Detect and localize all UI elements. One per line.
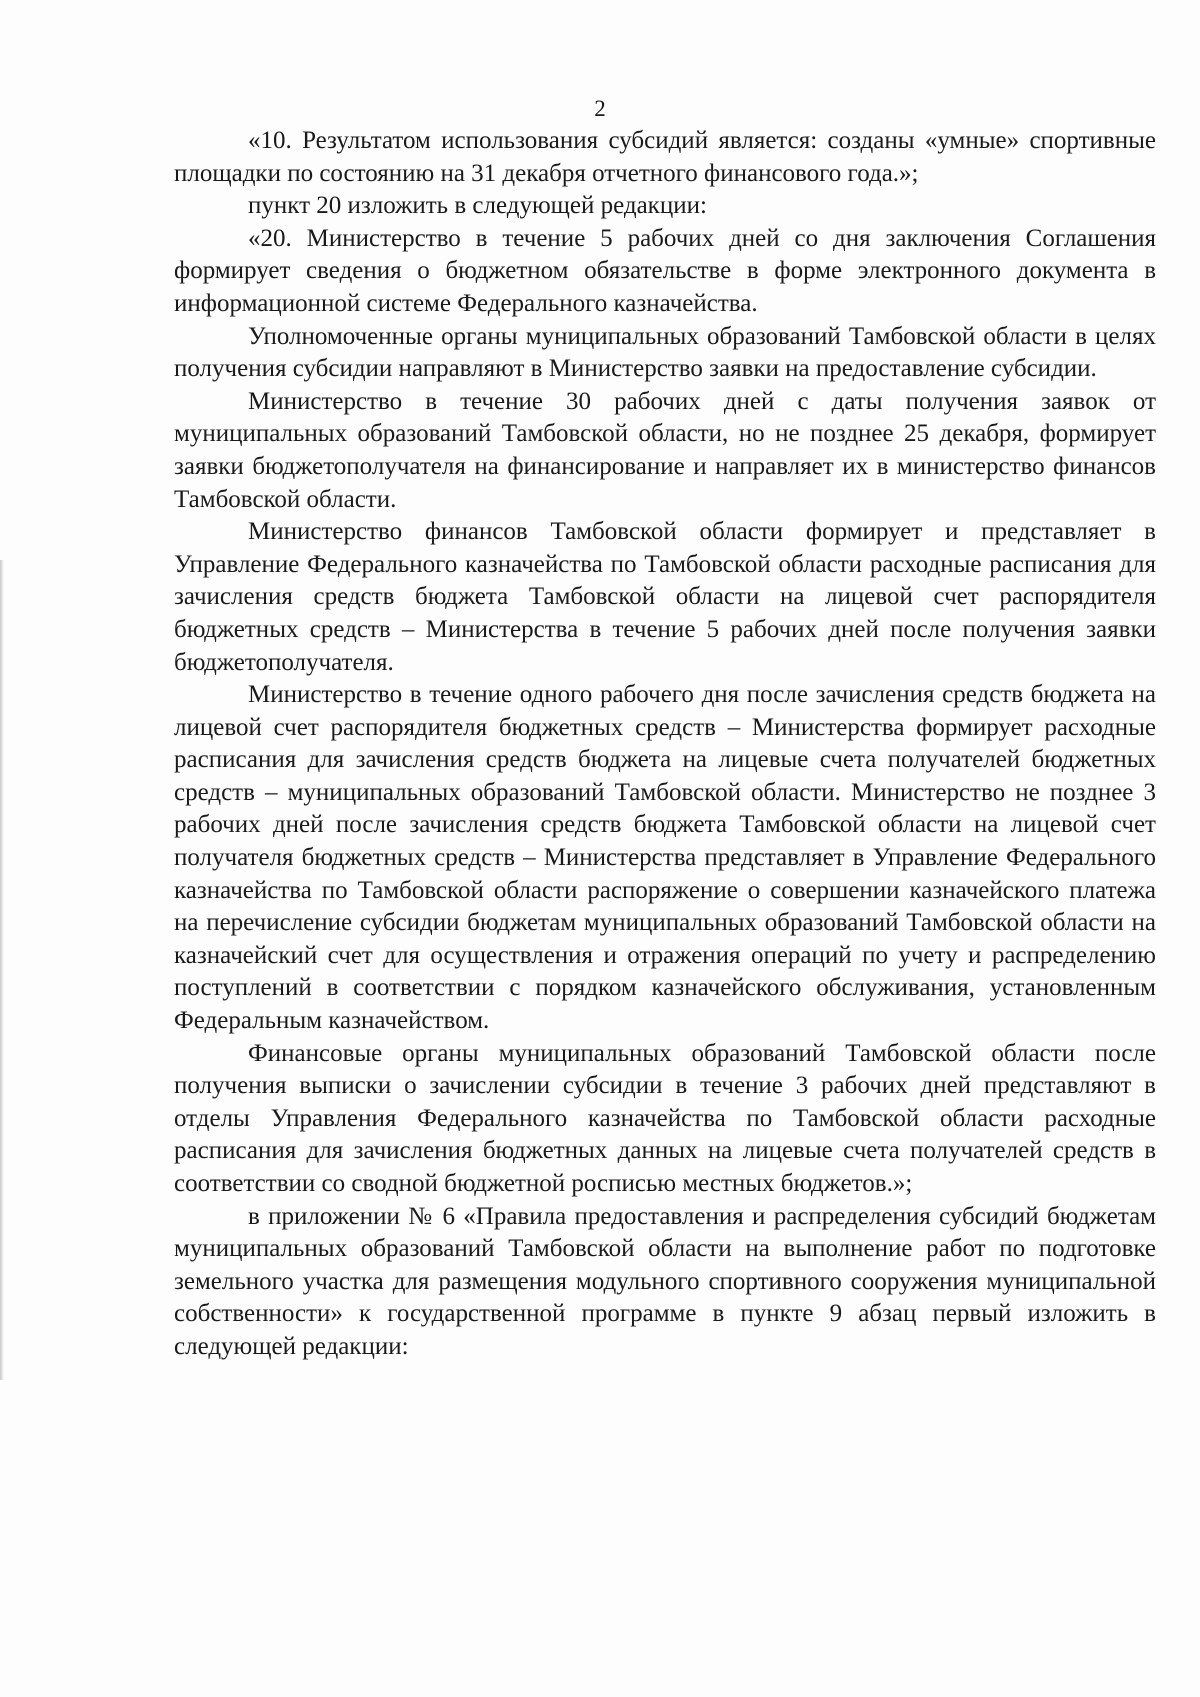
- paragraph-ministry-one-day: Министерство в течение одного рабочего дня после зачисления средств бюджета на лицевой счет распорядителя бюджетных средств – Министерства формирует расходные расписания для зачисления средств бюджета на лицевые счета получателей бюджетных средств – муниципальных образований Тамбовской области. Министерство не позднее 3 рабочих дней после зачисления средств бюджета Тамбовской области на лицевой счет получателя бюджетных средств – Министерства представляет в Управление Федерального казначейства по Тамбовской области распоряжение о совершении казначейского платежа на перечисление субсидии бюджетам муниципальных образований Тамбовской области на казначейский счет для осуществления и отражения операций по учету и распределению поступлений в соответствии с порядком казначейского обслуживания, установленным Федеральным казначейством.: [174, 681, 1156, 1035]
- document-body: [174, 125, 1156, 1364]
- paragraph-financial-bodies: Финансовые органы муниципальных образований Тамбовской области после получения выписки о зачислении субсидии в течение 3 рабочих дней представляют в отделы Управления Федерального казначейства по Тамбовской области расходные расписания для зачисления бюджетных данных на лицевые счета получателей средств в соответствии со сводной бюджетной росписью местных бюджетов.»;: [174, 1039, 1156, 1197]
- page-number: 2: [594, 96, 606, 121]
- paragraph-ministry-of-finance: Министерство финансов Тамбовской области формирует и представляет в Управление Федерального казначейства по Тамбовской области расходные расписания для зачисления средств бюджета Тамбовской области на лицевой счет распорядителя бюджетных средств – Министерства в течение 5 рабочих дней после получения заявки бюджетополучателя.: [174, 518, 1156, 676]
- scan-edge-shadow: [0, 560, 4, 1380]
- paragraph-result-of-subsidies: «10. Результатом использования субсидий является: созданы «умные» спортивные площадки по состоянию на 31 декабря отчетного финансового года.»;: [174, 127, 1156, 187]
- paragraph-item-20-heading: пункт 20 изложить в следующей редакции:: [248, 192, 707, 220]
- paragraph-authorized-bodies: Уполномоченные органы муниципальных образований Тамбовской области в целях получения субсидии направляют в Министерство заявки на предоставление субсидии.: [174, 322, 1156, 383]
- paragraph-appendix-6: в приложении № 6 «Правила предоставления и распределения субсидий бюджетам муниципальных образований Тамбовской области на выполнение работ по подготовке земельного участка для размещения модульного спортивного сооружения муниципальной собственности» к государственной программе в пункте 9 абзац первый изложить в следующей редакции:: [174, 1202, 1156, 1360]
- paragraph-ministry-30-days: Министерство в течение 30 рабочих дней с даты получения заявок от муниципальных образований Тамбовской области, но не позднее 25 декабря, формирует заявки бюджетополучателя на финансирование и направляет их в министерство финансов Тамбовской области.: [174, 387, 1156, 513]
- paragraph-item-20-agreement: «20. Министерство в течение 5 рабочих дней со дня заключения Соглашения формирует сведения о бюджетном обязательстве в форме электронного документа в информационной системе Федерального казначейства.: [174, 224, 1156, 317]
